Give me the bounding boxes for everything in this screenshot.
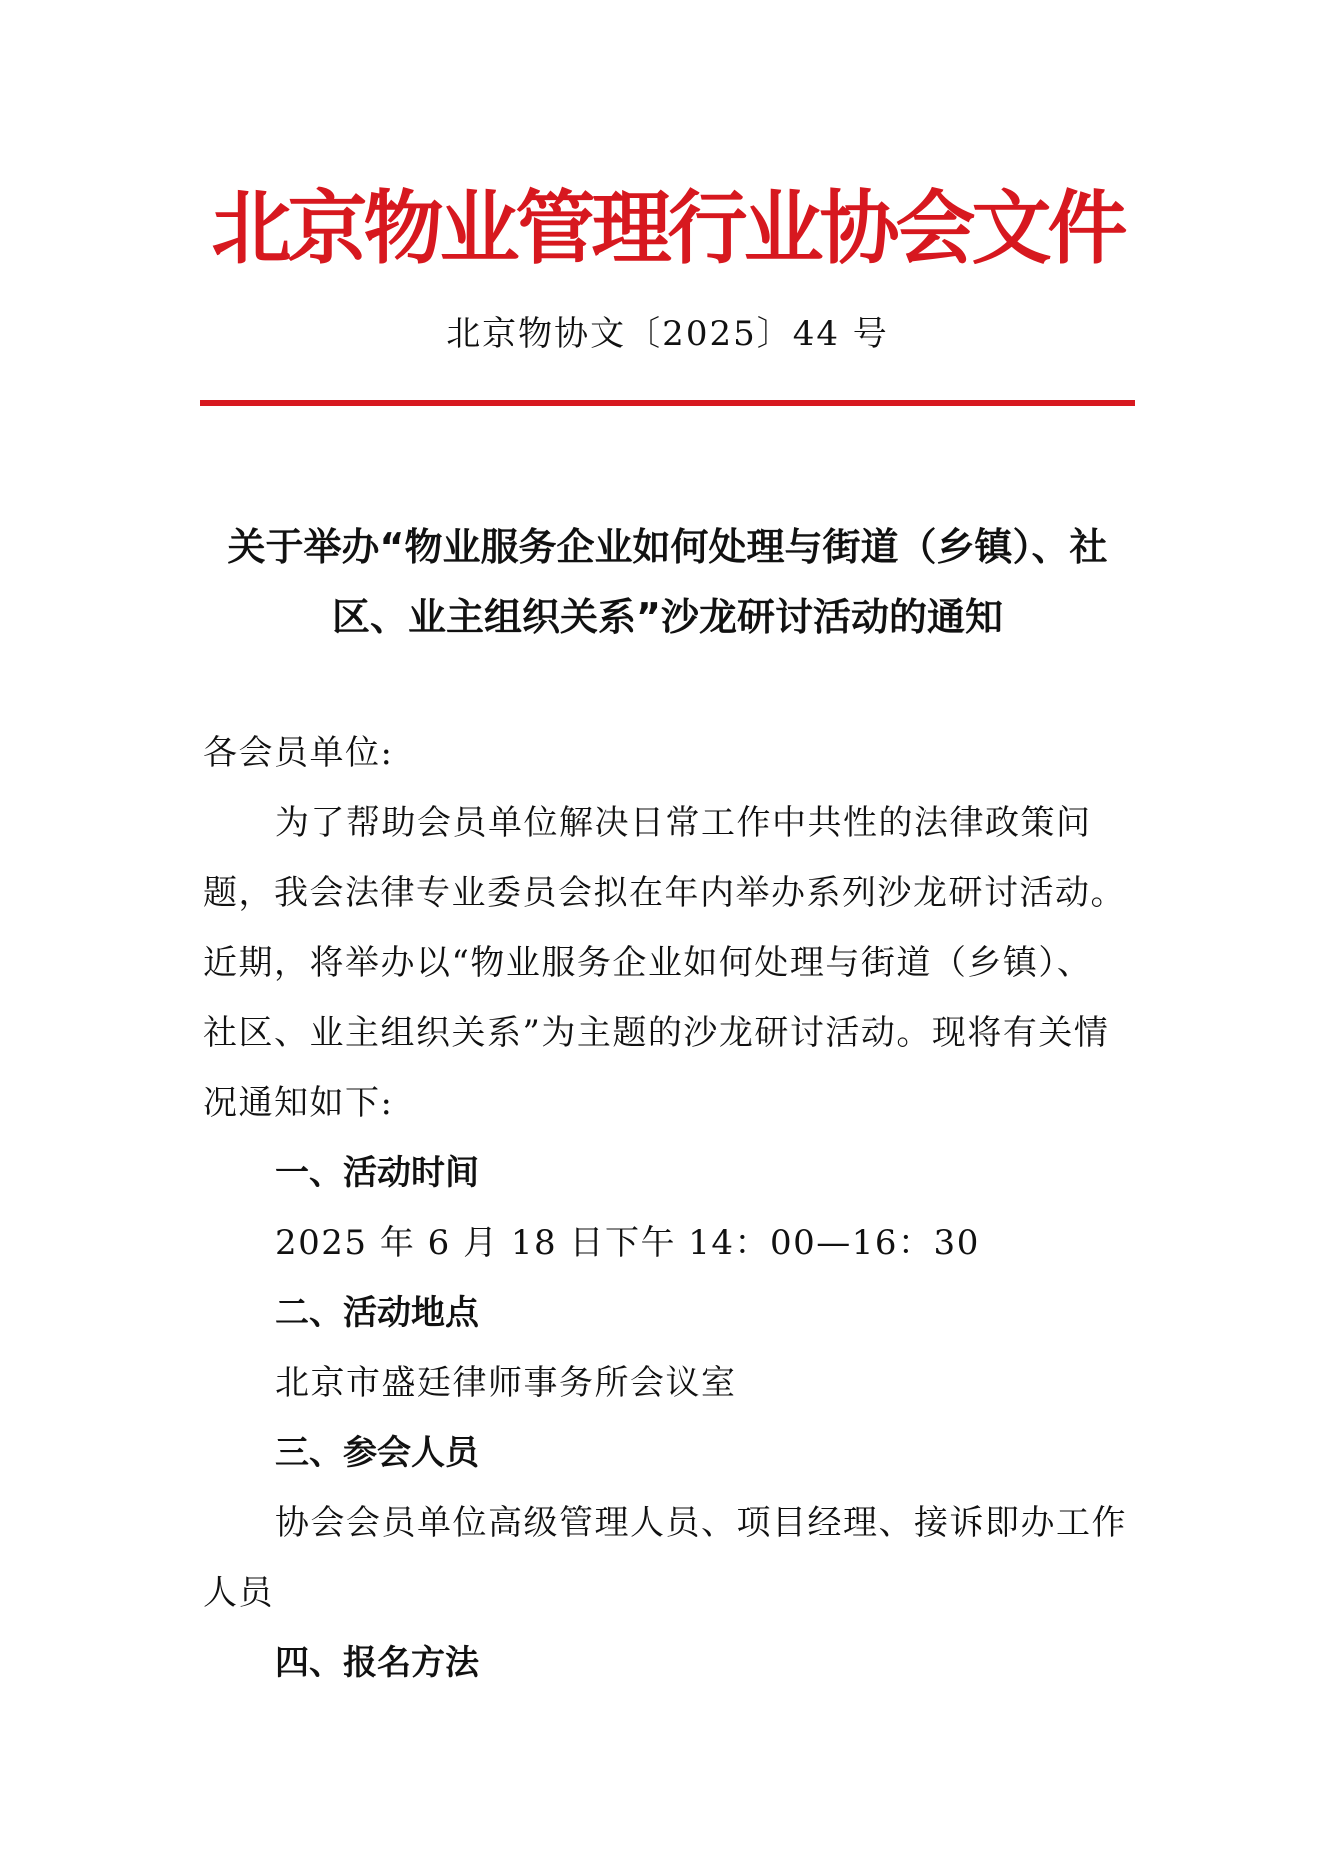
org-title: 北京物业管理行业协会文件 — [211, 181, 1124, 275]
section-text-time: 2025 年 6 月 18 日下午 14：00—16：30 — [275, 1223, 980, 1263]
red-divider — [200, 400, 1135, 406]
notice-title-line-2: 区、业主组织关系”沙龙研讨活动的通知 — [332, 595, 1003, 639]
section-text-attendees-cont: 人员 — [203, 1573, 274, 1613]
section-text-attendees: 协会会员单位高级管理人员、项目经理、接诉即办工作 — [275, 1503, 1127, 1543]
section-heading-attendees: 三、参会人员 — [275, 1433, 479, 1473]
salutation: 各会员单位: — [203, 733, 394, 773]
intro-line: 为了帮助会员单位解决日常工作中共性的法律政策问 — [275, 803, 1092, 843]
section-heading-time: 一、活动时间 — [275, 1153, 479, 1193]
intro-line: 题，我会法律专业委员会拟在年内举办系列沙龙研讨活动。 — [203, 873, 1126, 913]
intro-line: 近期，将举办以“物业服务企业如何处理与街道（乡镇）、 — [203, 943, 1093, 983]
notice-title — [196, 512, 1139, 652]
notice-title-line-1: 关于举办“物业服务企业如何处理与街道（乡镇）、社 — [227, 525, 1108, 569]
doc-number: 北京物协文〔2025〕44 号 — [446, 314, 889, 354]
intro-line: 况通知如下: — [203, 1083, 394, 1123]
section-heading-registration: 四、报名方法 — [275, 1643, 479, 1683]
section-heading-location: 二、活动地点 — [275, 1293, 479, 1333]
intro-line: 社区、业主组织关系”为主题的沙龙研讨活动。现将有关情 — [203, 1013, 1110, 1053]
section-text-location: 北京市盛廷律师事务所会议室 — [275, 1363, 737, 1403]
